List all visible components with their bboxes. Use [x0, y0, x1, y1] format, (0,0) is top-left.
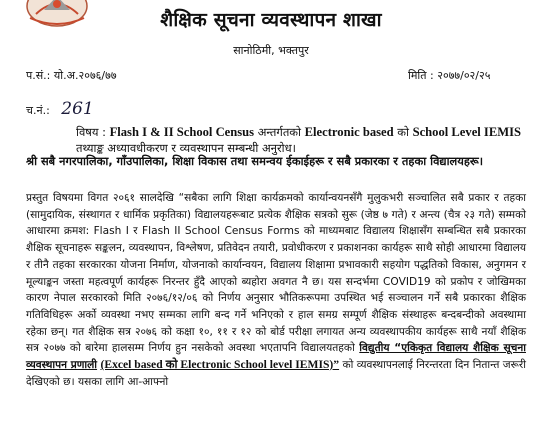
dispatch-label: च.नं.: [26, 104, 50, 117]
dispatch-number [26, 99, 94, 119]
dispatch-value-handwritten: 261 [61, 99, 94, 119]
subject-iemis: School Level IEMIS [412, 125, 522, 139]
subject-connector-2: को [397, 125, 409, 139]
date-value: २०७७/०२/२५ [437, 69, 491, 82]
office-title: शैक्षिक सूचना व्यवस्थापन शाखा [160, 9, 382, 31]
subject-rest: तथ्याङ्क अध्यावधीकरण र व्यवस्थापन सम्बन्धी अनुरोध। [76, 141, 296, 155]
date-label: मिति : [408, 69, 434, 82]
subject-line [76, 124, 526, 156]
body-highlight-iemis: (Excel based को Electronic School level IEMIS)” [100, 358, 340, 372]
subject-program: Flash I & II School Census [109, 125, 255, 139]
body-paragraph-main: प्रस्तुत विषयमा विगत २०६१ सालदेखि “सबैका लागि शिक्षा कार्यक्रमको कार्यान्वयनसँगै मुलुकभरी सञ्चालित सबै प्रकार र तहका (सामुदायिक, संस्थागत र धार्मिक प्रकृतिका) विद्यालयहरूबाट प्रत्येक शैक्षिक सत्रको सुरू (जेष्ठ ७ गते) र अन्त्य (चैत्र २३ गते) सम्मको आधारमा क्रमश: Flash I र Flash II School Census Forms को माध्यमबाट विद्यालय शिक्षासँग सम्बन्धित सबै प्रकारका शैक्षिक सूचनाहरू सङ्कलन, व्यवस्थापन, विश्लेषण, प्रतिवेदन तयारी, प्रवोधीकरण र प्रकाशनका कार्यहरू साथै सोही आधारमा विद्यालय र तीनै तहका सरकारका योजना निर्माण, योजनाको कार्यान्वयन, विद्यालय शिक्षामा प्रभावकारी सहयोग पद्धतिको विकास, अनुगमन र मूल्याङ्कन जस्ता महत्वपूर्ण कार्यहरू निरन्तर हुँदै आएको ब्यहोरा अवगत नै छ। यस सन्दर्भमा COVID19 को प्रकोप र जोखिमका कारण नेपाल सरकारको मिति २०७६/१२/०६ को निर्णय अनुसार भौतिकरूपमा उपस्थित भई सञ्चालन गर्ने सबै प्रकारका शैक्षिक गतिविधिहरू अर्को व्यवस्था नभए सम्मका लागि बन्द गर्ने भनिएको र हाल समग्र सम्पूर्ण शैक्षिक संस्थाहरू बन्दबन्दीको अवस्थामा रहेका छन्। गत शैक्षिक सत्र २०७६ को कक्षा १०, ११ र १२ को बोर्ड परीक्षा लगायत अन्य व्यवस्थापकीय कार्यहरू साथै नयाँ शैक्षिक सत्र २०७७ को बारेमा हालसम्म निर्णय हुन नसकेको अवस्था भएतापनि विद्यालयतहको [26, 192, 526, 355]
letter-body [26, 190, 526, 390]
subject-label: विषय : [76, 125, 106, 139]
reference-number [26, 68, 117, 83]
letter-date [408, 68, 490, 83]
subject-connector-1: अन्तर्गतको [257, 125, 302, 139]
reference-value: यो.अ.२०७६/७७ [53, 69, 117, 82]
recipient-address: श्री सबै नगरपालिका, गाँउपालिका, शिक्षा विकास तथा समन्वय ईकाईहरू र सबै प्रकारका र तहका विद्यालयहरू। [26, 154, 484, 168]
body-highlight-system-name: विद्युतीय “एकिकृत विद्यालय शैक्षिक सूचना व्यवस्थापन प्रणाली [26, 342, 526, 372]
body-paragraph-continuation: को व्यवस्थापनलाई निरन्तरता दिन नितान्त जरूरी देखिएको छ। यसका लागि आ-आफ्नो [26, 359, 526, 388]
subject-electronic: Electronic based [304, 125, 394, 139]
office-address: सानोठिमी, भक्तपुर [233, 44, 309, 57]
reference-label: प.सं.: [26, 69, 51, 82]
